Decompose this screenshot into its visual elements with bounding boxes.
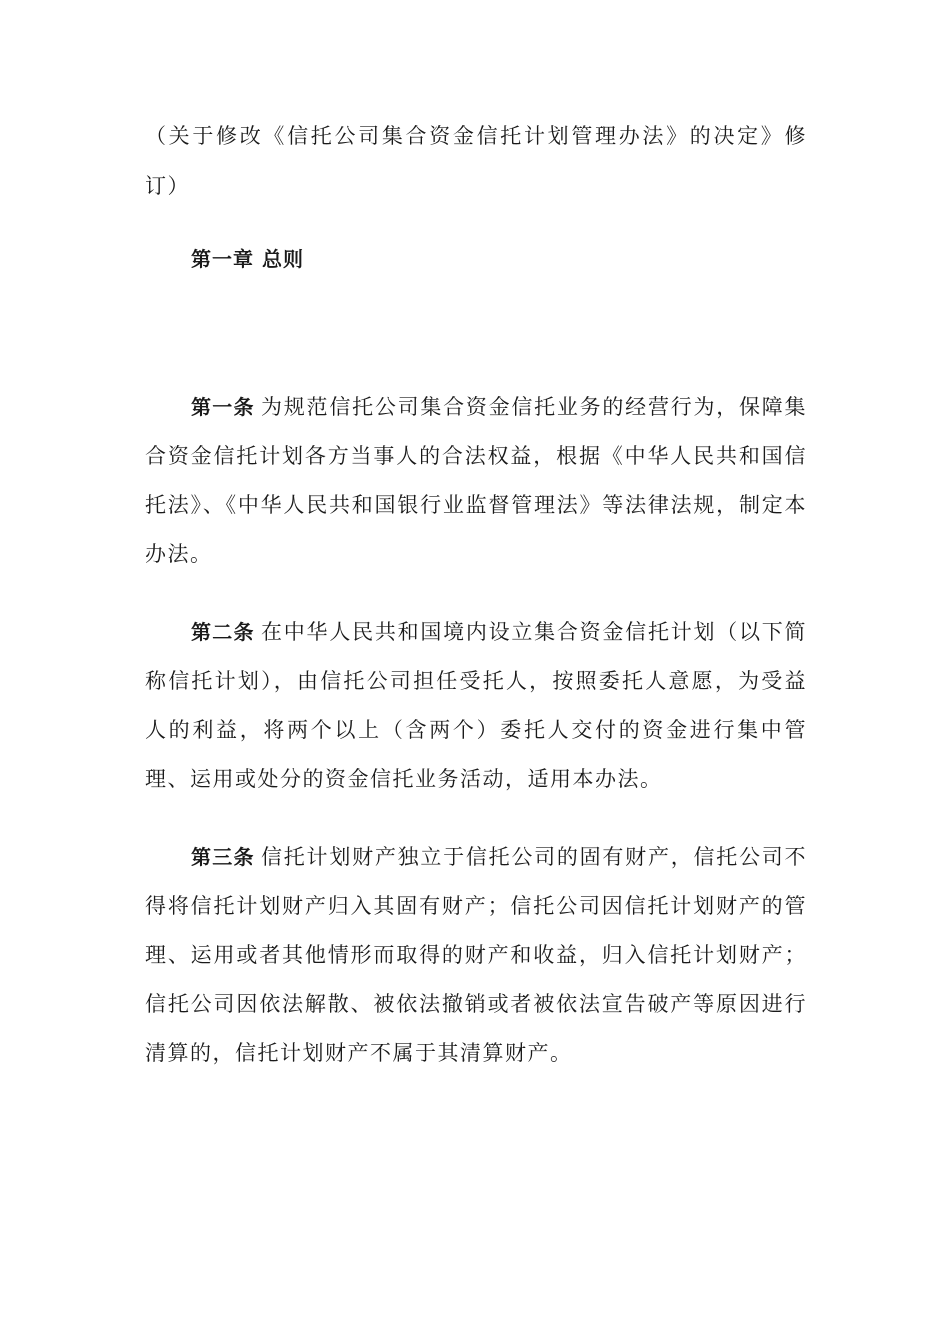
article-1-number: 第一条 (191, 395, 255, 419)
article-2-text: 在中华人民共和国境内设立集合资金信托计划（以下简称信托计划），由信托公司担任受托人，按照委托人意愿，为受益人的利益，将两个以上（含两个）委托人交付的资金进行集中管理、运用或处分的资金信托业务活动，适用本办法。 (145, 620, 808, 791)
document-body (145, 111, 807, 1078)
article-3 (145, 833, 807, 1078)
chapter-title: 第一章 总则 (191, 247, 304, 271)
article-3-number: 第三条 (191, 845, 255, 869)
article-2-number: 第二条 (191, 620, 255, 644)
article-1 (145, 383, 807, 579)
preface-note: （关于修改《信托公司集合资金信托计划管理办法》的决定》修订） (145, 124, 807, 198)
article-3-text: 信托计划财产独立于信托公司的固有财产，信托公司不得将信托计划财产归入其固有财产；信托公司因信托计划财产的管理、运用或者其他情形而取得的财产和收益，归入信托计划财产；信托公司因依法解散、被依法撤销或者被依法宣告破产等原因进行清算的，信托计划财产不属于其清算财产。 (145, 845, 808, 1065)
article-1-text: 为规范信托公司集合资金信托业务的经营行为，保障集合资金信托计划各方当事人的合法权益，根据《中华人民共和国信托法》、《中华人民共和国银行业监督管理法》等法律法规，制定本办法。 (145, 395, 808, 566)
article-2 (145, 608, 807, 804)
